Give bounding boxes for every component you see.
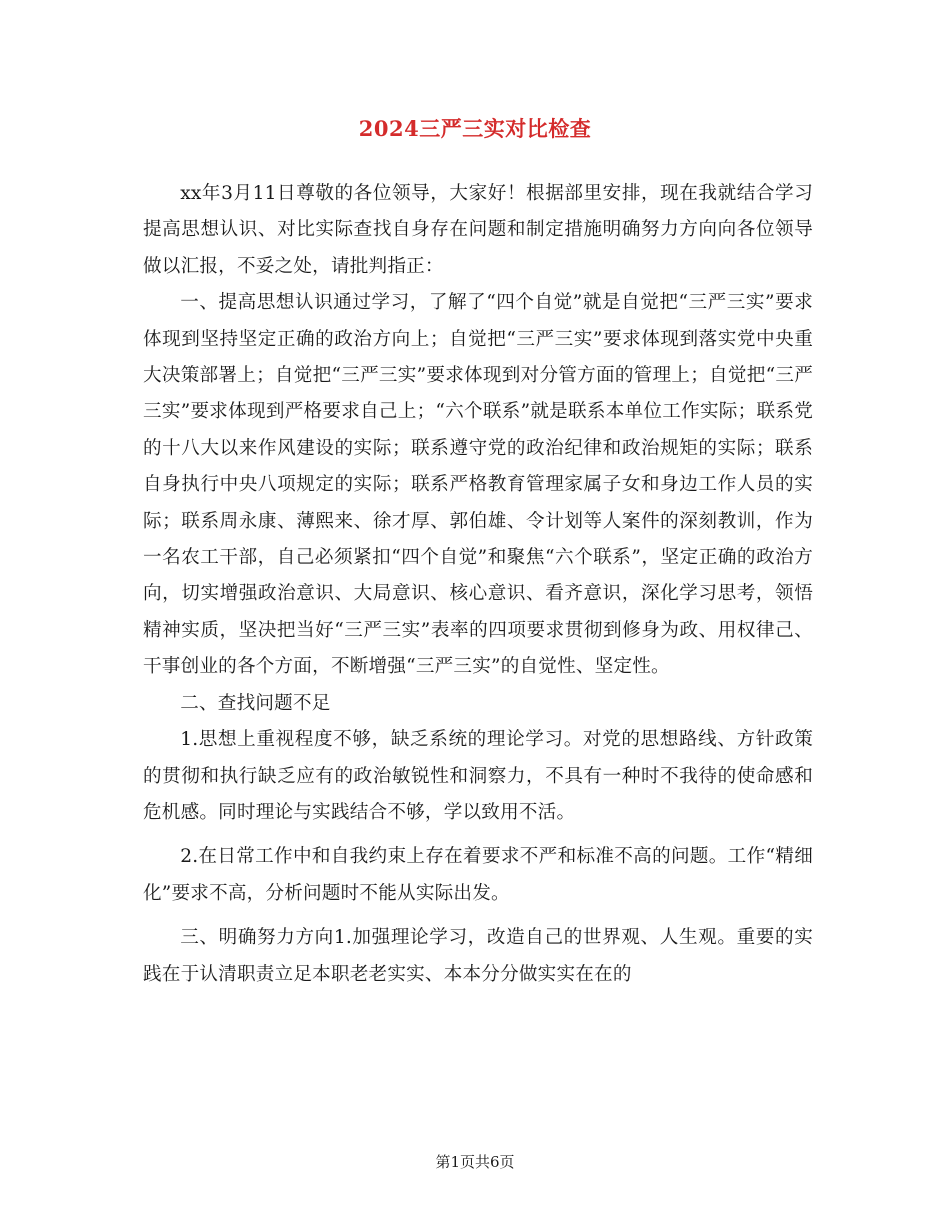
paragraph-section-1: 一、提高思想认识通过学习，了解了“四个自觉”就是自觉把“三严三实”要求体现到坚持坚定正确的政治方向上；自觉把“三严三实”要求体现到落实党中央重大决策部署上；自觉把“三严三实”要求体现到对分管方面的管理上；自觉把“三严三实”要求体现到严格要求自己上；“六个联系”就是联系本单位工作实际；联系党的十八大以来作风建设的实际；联系遵守党的政治纪律和政治规矩的实际；联系自身执行中央八项规定的实际；联系严格教育管理家属子女和身边工作人员的实际；联系周永康、薄熙来、徐才厚、郭伯雄、令计划等人案件的深刻教训，作为一名农工干部，自己必须紧扣“四个自觉”和聚焦“六个联系”，坚定正确的政治方向，切实增强政治意识、大局意识、核心意识、看齐意识，深化学习思考，领悟精神实质，坚决把当好“三严三实”表率的四项要求贯彻到修身为政、用权律己、干事创业的各个方面，不断增强“三严三实”的自觉性、坚定性。 — [143, 292, 813, 678]
paragraph-section-3: 三、明确努力方向1.加强理论学习，改造自己的世界观、人生观。重要的实践在于认清职责立足本职老老实实、本本分分做实实在在的 — [143, 927, 813, 985]
paragraph-issue-2: 2.在日常工作中和自我约束上存在着要求不严和标准不高的问题。工作“精细化”要求不高，分析问题时不能从实际出发。 — [143, 846, 813, 904]
paragraph-section-2-heading: 二、查找问题不足 — [180, 692, 331, 714]
paragraph-issue-1: 1.思想上重视程度不够，缺乏系统的理论学习。对党的思想路线、方针政策的贯彻和执行缺乏应有的政治敏锐性和洞察力，不具有一种时不我待的使命感和危机感。同时理论与实践结合不够，学以致用不活。 — [143, 729, 813, 823]
document-body — [143, 176, 813, 1001]
page-number-footer: 第1页共6页 — [435, 1153, 515, 1171]
document-title: 2024三严三实对比检查 — [358, 116, 592, 141]
paragraph-intro: xx年3月11日尊敬的各位领导，大家好！根据部里安排，现在我就结合学习提高思想认识、对比实际查找自身存在问题和制定措施明确努力方向向各位领导做以汇报，不妥之处，请批判指正： — [143, 183, 813, 277]
